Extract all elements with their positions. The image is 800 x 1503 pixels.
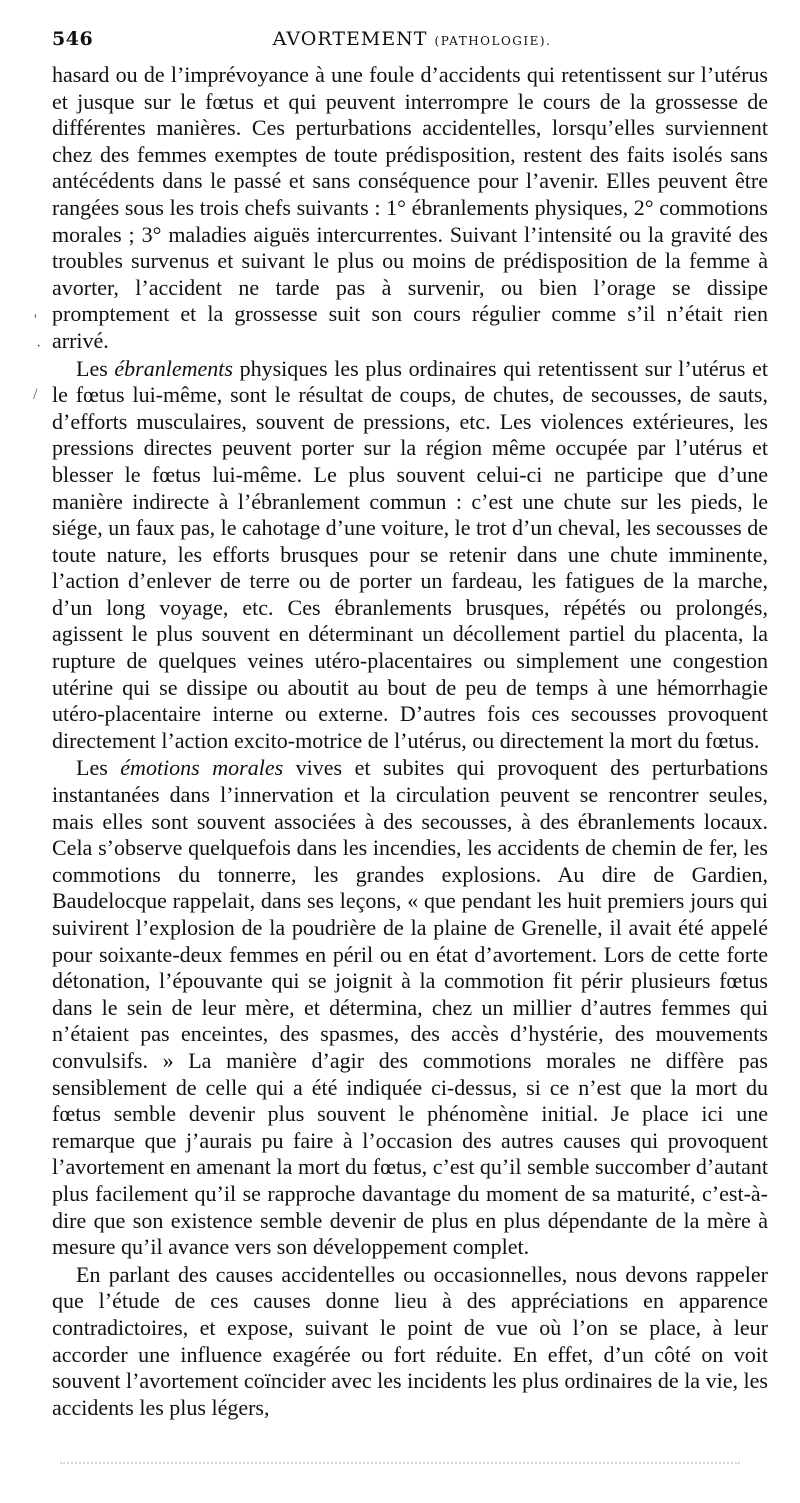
margin-mark: ': [34, 312, 37, 329]
running-head-title: AVORTEMENT: [272, 28, 428, 50]
bottom-scan-artifact: [60, 1462, 740, 1470]
running-head: [52, 28, 772, 50]
paragraph: [52, 356, 768, 755]
paragraph: hasard ou de l’imprévoyance à une foule d’accidents qui retentissent sur l’utérus et jusque sur le fœtus et qui peuvent interrompre le cours de la grossesse de différentes manières. Ces perturbations accidentelles, lorsqu’elles surviennent chez des femmes exemptes de toute prédisposition, restent des faits isolés sans antécédents dans le passé et sans conséquence pour l’avenir. Elles peuvent être rangées sous les trois chefs suivants : 1° ébranlements physiques, 2° commotions morales ; 3° maladies aiguës intercurrentes. Suivant l’intensité ou la gravité des troubles survenus et suivant le plus ou moins de prédisposition de la femme à avorter, l’accident ne tarde pas à survenir, ou bien l’orage se dissipe promptement et la grossesse suit son cours régulier comme s’il n’était rien arrivé.: [52, 62, 768, 353]
italic-term: ébranlements: [114, 355, 233, 381]
body-text: [52, 62, 768, 1421]
running-head-subtitle: (PATHOLOGIE).: [434, 34, 552, 48]
paragraph: [52, 755, 768, 1260]
paragraph-text: Les: [76, 755, 121, 781]
page-header: [52, 28, 772, 58]
paragraph-text: Les: [76, 355, 115, 381]
margin-mark: ·: [36, 338, 42, 355]
paragraph: En parlant des causes accidentelles ou occasionnelles, nous devons rappeler que l’étude de ces causes donne lieu à des appréciations en apparence contradictoires, et expose, suivant le point de vue où l’on se place, à leur accorder une influence exagérée ou fort réduite. En effet, d’un côté on voit souvent l’avortement coïncider avec les incidents les plus ordinaires de la vie, les accidents les plus légers,: [52, 1261, 768, 1420]
margin-mark: /: [33, 386, 38, 403]
paragraph-text: physiques les plus ordinaires qui retentissent sur l’utérus et le fœtus lui-même, sont le résultat de coups, de chutes, de secousses, de sauts, d’efforts musculaires, souvent de pressions, etc. Les violences extérieures, les pressions directes peuvent porter sur la région même occupée par l’utérus et blesser le fœtus lui-même. Le plus souvent celui-ci ne participe que d’une manière indirecte à l’ébranlement commun : c’est une chute sur les pieds, le siége, un faux pas, le cahotage d’une voiture, le trot d’un cheval, les secousses de toute nature, les efforts brusques pour se retenir dans une chute imminente, l’action d’enlever de terre ou de porter un fardeau, les fatigues de la marche, d’un long voyage, etc. Ces ébranlements brusques, répétés ou prolongés, agissent le plus souvent en déterminant un décollement partiel du placenta, la rupture de quelques veines utéro-placentaires ou simplement une congestion utérine qui se dissipe ou aboutit au bout de peu de temps à une hémorrhagie utéro-placentaire interne ou externe. D’autres fois ces secousses provoquent directement l’action excito-motrice de l’utérus, ou directement la mort du fœtus.: [52, 355, 768, 753]
paragraph-text: vives et subites qui provoquent des perturbations instantanées dans l’innervation et la circulation peuvent se rencontrer seules, mais elles sont souvent associées à des secousses, à des ébranlements locaux. Cela s’observe quelquefois dans les incendies, les accidents de chemin de fer, les commotions du tonnerre, les grandes explosions. Au dire de Gardien, Baudelocque rappelait, dans ses leçons, « que pendant les huit premiers jours qui suivirent l’explosion de la poudrière de la plaine de Grenelle, il avait été appelé pour soixante-deux femmes en péril ou en état d’avortement. Lors de cette forte détonation, l’épouvante qui se joignit à la commotion fit périr plusieurs fœtus dans le sein de leur mère, et détermina, chez un millier d’autres femmes qui n’étaient pas enceintes, des spasmes, des accès d’hystérie, des mouvements convulsifs. » La manière d’agir des commotions morales ne diffère pas sensiblement de celle qui a été indiquée ci-dessus, si ce n’est que la mort du fœtus semble devenir plus souvent le phénomène initial. Je place ici une remarque que j’aurais pu faire à l’occasion des autres causes qui provoquent l’avortement en amenant la mort du fœtus, c’est qu’il semble succomber d’autant plus facilement qu’il se rapproche davantage du moment de sa maturité, c’est-à-dire que son existence semble devenir de plus en plus dépendante de la mère à mesure qu’il avance vers son développement complet.: [52, 755, 769, 1260]
page-number: 546: [52, 28, 94, 50]
italic-term: émotions morales: [120, 755, 284, 781]
